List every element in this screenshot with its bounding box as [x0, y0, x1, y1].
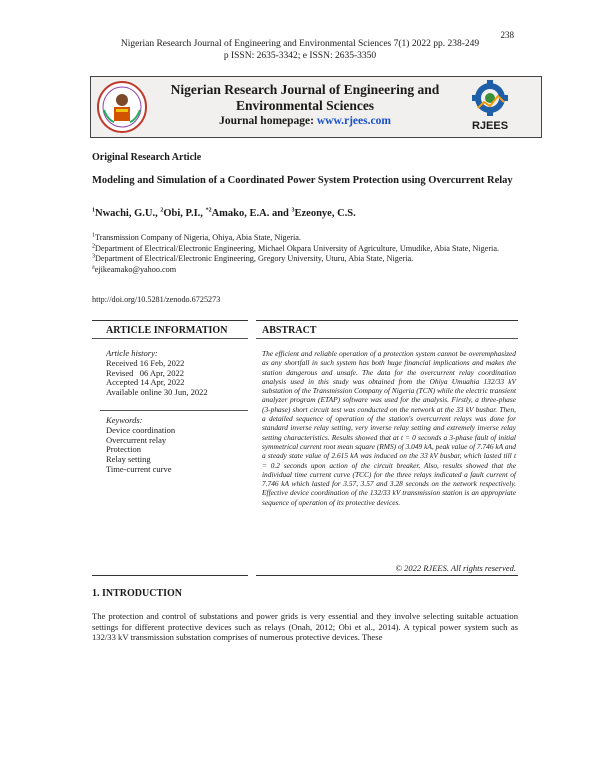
abstract-text: The efficient and reliable operation of a protection system cannot be overemphasized as any shortfall in such system has both huge financial implications and makes the station dangerous and unsafe. The data for the overcurrent relay coordination analysis used in this study was obtained from the Ohiya Umuahia 132/33 kV substation of the Transmission Company of Nigeria (TCN) while the electric transient analyzer program (ETAP) software was used for the analysis. Firstly, a three-phase (3-phase) short circuit test was conducted on the network at the 33 kV busbar. Then, a detailed sequence of operation of the station's overcurrent relays was done for standard inverse relay setting, very inverse relay setting and extremely inverse relay setting characteristics. Results showed that at t = 0 seconds a 3-phase fault of initial symmetrical current root mean square (RMS) of 3.049 kA, peak value of 7.746 kA and a steady state value of 2.615 kA was induced on the 33 kV busbar, which lasted till t = 0.2 seconds upon action of the circuit breaker. Also, results showed that the individual time current curve (TCC) for the three relays indicated a fault current of 7.746 kA which lasted for 3.57, 3.57 and 3.28 seconds on the network respectively. Effective device coordination of the 132/33 kV transmission station is an appropriate sequence of operation of its protective devices. [262, 349, 516, 507]
keyword-item: Device coordination [106, 424, 176, 435]
history-accepted: Accepted 14 Apr, 2022 [106, 377, 185, 388]
affiliation-2-sup: 2 [92, 242, 95, 249]
article-title: Modeling and Simulation of a Coordinated Power System Protection using Overcurrent Relay [92, 175, 513, 186]
divider [256, 320, 518, 321]
affiliation-3-text: Department of Electrical/Electronic Engineering, Gregory University, Uturu, Abia State, Nigeria. [95, 254, 414, 263]
journal-citation: Nigerian Research Journal of Engineering and Environmental Sciences 7(1) 2022 pp. 238-249 [120, 39, 480, 49]
history-available: Available online 30 Jun, 2022 [106, 387, 208, 398]
history-label: Article history: [106, 348, 158, 358]
journal-title-line-1: Nigerian Research Journal of Engineering and [170, 82, 440, 97]
affiliation-3-sup: 3 [92, 253, 95, 260]
introduction-heading: 1. INTRODUCTION [92, 588, 183, 599]
affiliation-3 [92, 254, 522, 265]
divider [92, 320, 248, 321]
divider [256, 575, 518, 576]
author-2: Obi, P.I., [163, 208, 206, 219]
keywords-label: Keywords: [106, 415, 143, 425]
affiliation-1-text: Transmission Company of Nigeria, Ohiya, Abia State, Nigeria. [95, 233, 301, 242]
history-revised: Revised 06 Apr, 2022 [106, 367, 185, 378]
journal-homepage [150, 115, 460, 127]
keyword-item: Protection [106, 444, 141, 455]
divider [92, 575, 248, 576]
affiliation-1 [92, 233, 522, 244]
article-type: Original Research Article [92, 152, 202, 163]
history-received: Received 16 Feb, 2022 [106, 357, 185, 368]
issn-line: p ISSN: 2635-3342; e ISSN: 2635-3350 [223, 51, 377, 61]
divider [100, 410, 248, 411]
rjees-logo-text: RJEES [471, 120, 509, 132]
author-1: Nwachi, G.U., [95, 208, 161, 219]
email-link[interactable]: ejikeamako@yahoo.com [94, 264, 177, 274]
affiliations [92, 233, 522, 275]
keywords [106, 416, 175, 475]
article-history [106, 349, 208, 398]
affiliation-1-sup: 1 [92, 232, 95, 239]
page-number: 238 [500, 30, 514, 40]
introduction-text: The protection and control of substations and power grids is very essential and they involve selecting suitable actuation settings for different protective devices such as relays (Onah, 2012; Obi et al., 2014). A typical power system such as 132/33 kV transmission substation comprises of numerous protective devices. These [92, 611, 518, 642]
affiliation-2-text: Department of Electrical/Electronic Engineering, Michael Okpara University of Agriculture, Umudike, Abia State, Nigeria. [95, 243, 500, 253]
author-4-sup: 3 [291, 207, 295, 214]
divider [256, 338, 518, 339]
journal-title [150, 82, 460, 114]
doi-link[interactable]: http://doi.org/10.5281/zenodo.6725273 [92, 295, 221, 304]
running-header [0, 38, 600, 62]
author-4: Ezeonye, C.S. [294, 208, 356, 219]
keyword-item: Relay setting [106, 454, 151, 465]
affiliation-2 [92, 244, 522, 255]
keyword-item: Time-current curve [106, 463, 172, 474]
abstract-heading: ABSTRACT [262, 325, 317, 336]
corresponding-email [92, 265, 522, 276]
author-1-sup: 1 [92, 207, 95, 214]
author-3-sup: *2 [205, 207, 212, 214]
article-info-heading: ARTICLE INFORMATION [106, 325, 228, 336]
author-3: Amako, E.A. and [211, 208, 292, 219]
homepage-link[interactable]: www.rjees.com [316, 115, 391, 127]
copyright-notice: © 2022 RJEES. All rights reserved. [395, 563, 516, 573]
keyword-item: Overcurrent relay [106, 434, 167, 445]
author-2-sup: 2 [160, 207, 164, 214]
email-sup: a [92, 263, 95, 270]
journal-title-line-2: Environmental Sciences [235, 98, 375, 113]
homepage-label: Journal homepage: [219, 115, 317, 127]
divider [92, 338, 248, 339]
author-list [92, 208, 356, 219]
university-crest-logo [92, 80, 152, 134]
